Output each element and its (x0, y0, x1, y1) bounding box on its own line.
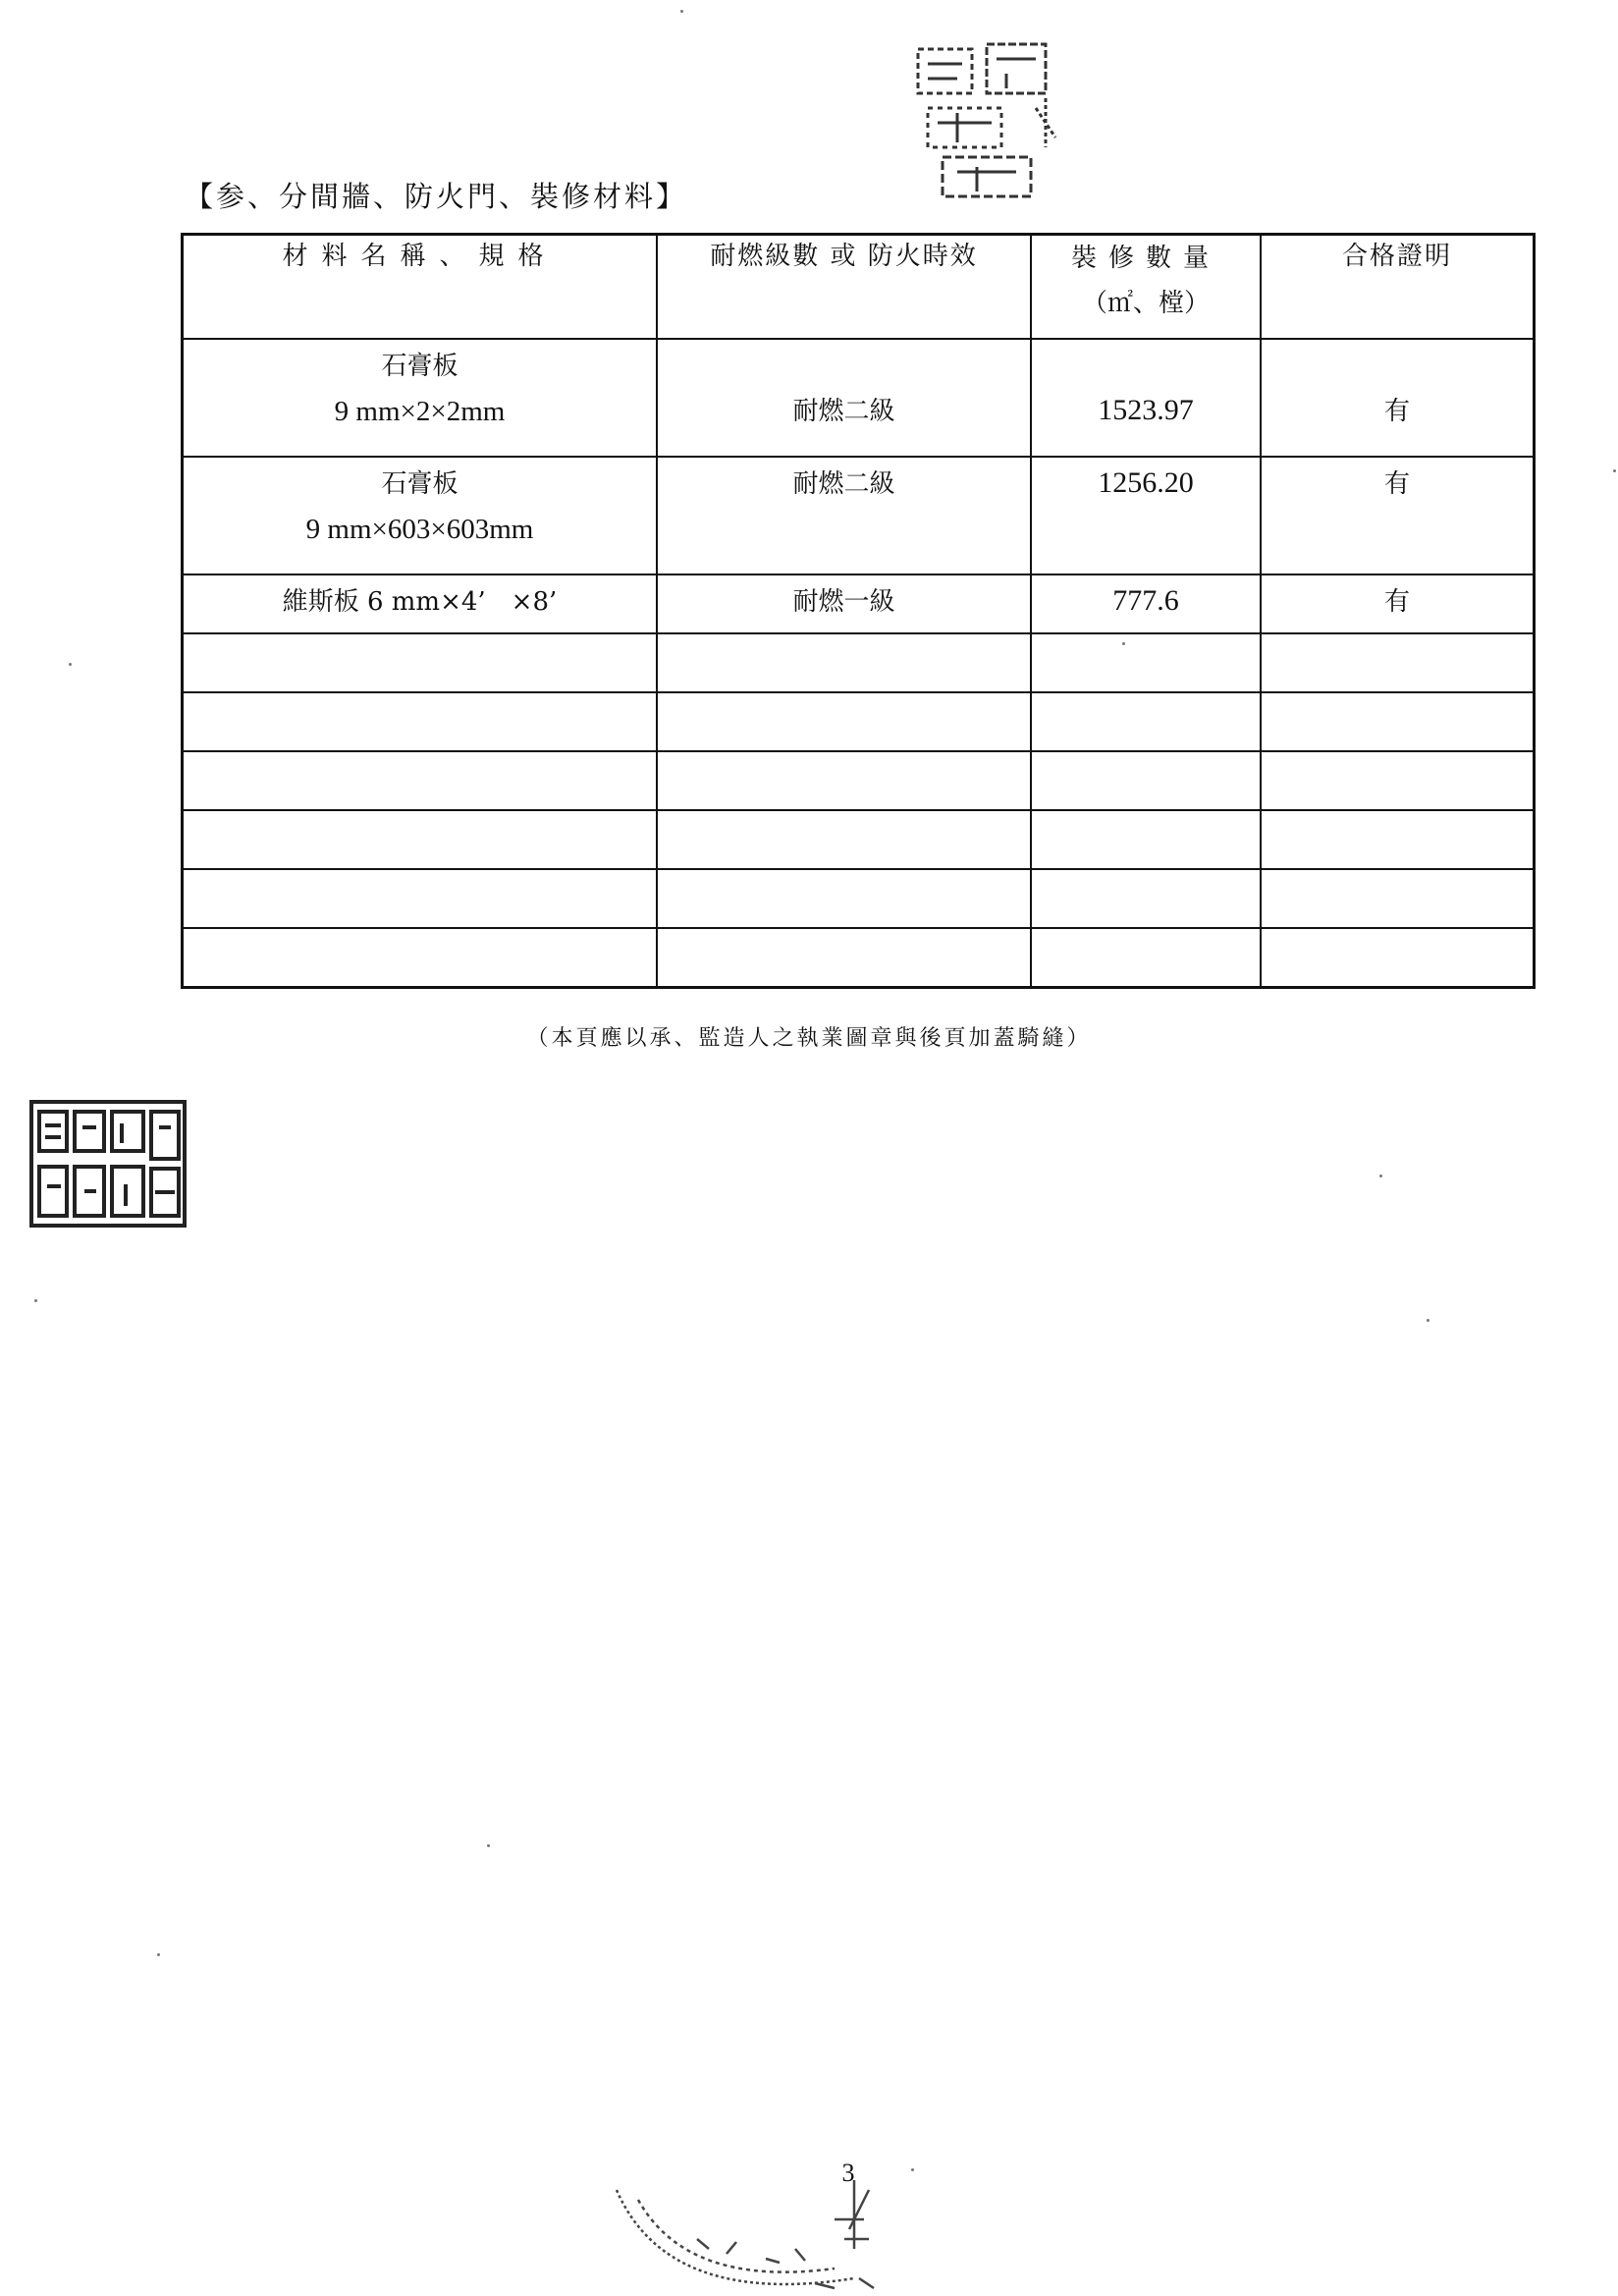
empty-cell (1031, 869, 1261, 928)
table-row (183, 574, 1535, 633)
empty-cell (657, 692, 1031, 751)
scan-speck (680, 10, 683, 13)
table-row (183, 457, 1535, 574)
page-number: 3 (841, 2159, 855, 2187)
quantity-value: 777.6 (1112, 584, 1179, 617)
cell-certificate (1261, 457, 1535, 574)
empty-cell (657, 928, 1031, 988)
quantity-value: 1256.20 (1098, 466, 1194, 499)
materials-table (181, 233, 1536, 989)
table-header-row (183, 235, 1535, 340)
header-quantity-unit: （㎡、樘） (1081, 289, 1210, 318)
table-row-empty (183, 869, 1535, 928)
empty-cell (1261, 810, 1535, 869)
empty-cell (1031, 928, 1261, 988)
cell-quantity (1031, 574, 1261, 633)
empty-cell (1261, 751, 1535, 810)
empty-cell (657, 633, 1031, 692)
scan-speck (1427, 1319, 1429, 1322)
empty-cell (183, 810, 658, 869)
cell-certificate (1261, 339, 1535, 457)
fire-rating-value: 耐燃二級 (792, 397, 895, 426)
material-name-line1: 維斯板 6 mm×4’ ×8’ (282, 587, 558, 617)
table-row-empty (183, 751, 1535, 810)
material-spec-line2: 9 mm×2×2mm (334, 396, 506, 427)
empty-cell (1261, 633, 1535, 692)
empty-cell (1261, 869, 1535, 928)
table-row-empty (183, 633, 1535, 692)
seal-stamp-left (27, 1098, 189, 1230)
cell-fire-rating (657, 574, 1031, 633)
cell-material-name (183, 574, 658, 633)
scan-speck (157, 1953, 160, 1956)
empty-cell (1031, 751, 1261, 810)
empty-cell (1031, 692, 1261, 751)
header-quantity (1031, 235, 1261, 340)
cell-material-name (183, 457, 658, 574)
fire-rating-value: 耐燃一級 (792, 587, 895, 617)
header-material-name: 材料名稱、規格 (183, 235, 658, 340)
scan-speck (34, 1299, 37, 1302)
scan-speck (1379, 1175, 1382, 1177)
table-row-empty (183, 810, 1535, 869)
material-name-line1: 石膏板 (381, 352, 458, 381)
scan-speck (1613, 469, 1616, 472)
page-footnote: （本頁應以承、監造人之執業圖章與後頁加蓋騎縫） (526, 1026, 1092, 1051)
empty-cell (1031, 633, 1261, 692)
seal-stamp-top (898, 29, 1075, 201)
scan-speck (487, 1844, 490, 1847)
empty-cell (1031, 810, 1261, 869)
header-fire-rating: 耐燃級數 或 防火時效 (657, 235, 1031, 340)
table-row (183, 339, 1535, 457)
empty-cell (657, 869, 1031, 928)
header-quantity-label: 裝修數量 (1070, 244, 1220, 273)
empty-cell (1261, 692, 1535, 751)
cell-fire-rating (657, 339, 1031, 457)
quantity-value: 1523.97 (1098, 394, 1194, 426)
material-spec-line2: 9 mm×603×603mm (305, 514, 534, 545)
certificate-value: 有 (1383, 397, 1410, 426)
cell-quantity (1031, 339, 1261, 457)
scan-speck (911, 2168, 914, 2171)
seal-stamp-bottom (609, 2170, 903, 2296)
cell-quantity (1031, 457, 1261, 574)
cell-certificate (1261, 574, 1535, 633)
table-row-empty (183, 928, 1535, 988)
section-title: 【参、分間牆、防火門、裝修材料】 (185, 180, 688, 213)
empty-cell (183, 633, 658, 692)
header-certificate: 合格證明 (1261, 235, 1535, 340)
empty-cell (183, 928, 658, 988)
fire-rating-value: 耐燃二級 (792, 469, 895, 499)
scan-speck (69, 663, 72, 666)
empty-cell (183, 751, 658, 810)
empty-cell (1261, 928, 1535, 988)
empty-cell (183, 869, 658, 928)
cell-material-name (183, 339, 658, 457)
scan-speck (1122, 642, 1125, 645)
certificate-value: 有 (1383, 469, 1410, 499)
certificate-value: 有 (1383, 587, 1410, 617)
empty-cell (183, 692, 658, 751)
empty-cell (657, 810, 1031, 869)
table-row-empty (183, 692, 1535, 751)
cell-fire-rating (657, 457, 1031, 574)
empty-cell (657, 751, 1031, 810)
material-name-line1: 石膏板 (381, 469, 458, 499)
